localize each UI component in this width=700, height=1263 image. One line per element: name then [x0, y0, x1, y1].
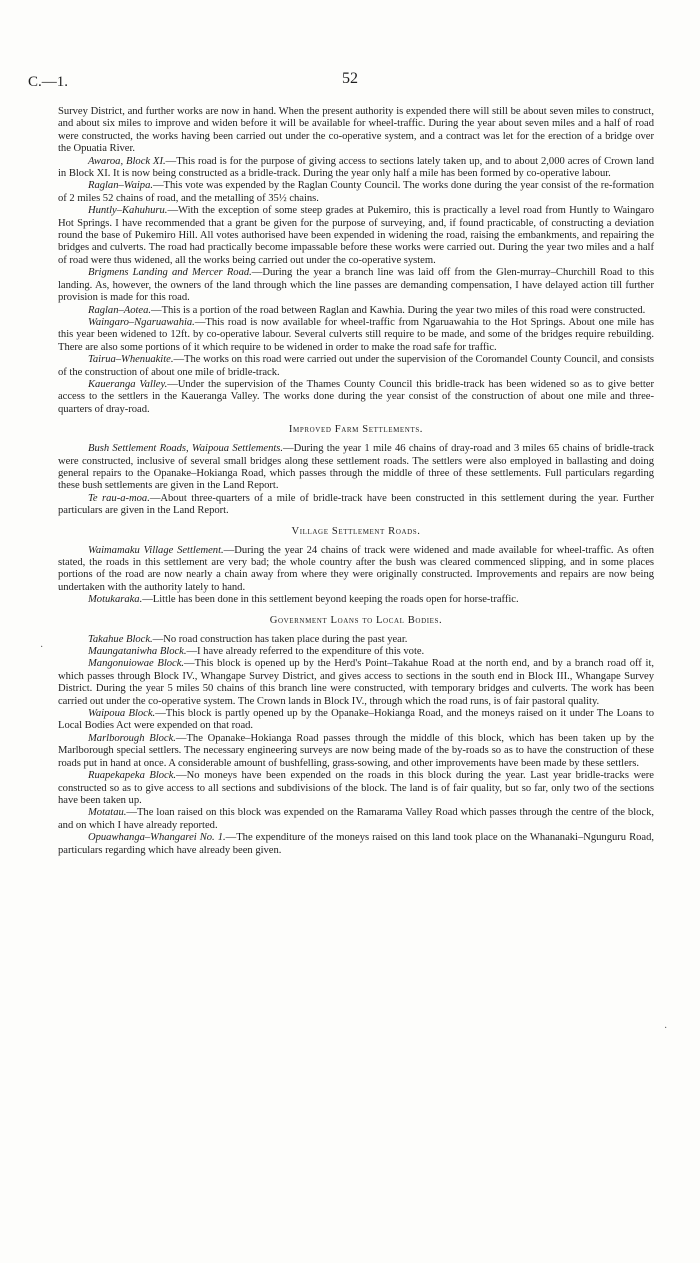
- paragraph: Raglan–Waipa.—This vote was expended by the Raglan County Council. The works done during the year consist of the re-formation of 2 miles 52 chains of road, and the metalling of 35½ chains.: [58, 180, 654, 204]
- paragraph: Motukaraka.—Little has been done in this settlement beyond keeping the roads open for horse-traffic.: [88, 594, 519, 606]
- section-heading: Improved Farm Settlements.: [288, 424, 424, 436]
- paragraph: Motatau.—The loan raised on this block was expended on the Ramarama Valley Road which passes through the centre of the block, and on which I have already reported.: [58, 807, 654, 831]
- paragraph: Kaueranga Valley.—Under the supervision of the Thames County Council this bridle-track has been widened so as to give better access to the settlers in the Kaueranga Valley. The works done during the year consist of the construction of about one mile and three-quarters of dray-road.: [58, 378, 654, 415]
- paragraph: Huntly–Kahuhuru.—With the exception of some steep grades at Pukemiro, this is practically a level road from Huntly to Waingaro Hot Springs. I have recommended that a grant be given for the purpose of surveying, and, if found practicable, of constructing a deviation round the base of Pukemiro Hill. All votes authorised have been expended in widening the road, raising the embankments, and repairing the bridges and culverts. The road had practically become impassable before these works were carried out. During the year two miles and a half of road were thus widened, all the works being carried out under the co-operative system.: [58, 205, 654, 266]
- page-number: 52: [342, 70, 358, 87]
- paragraph: Tairua–Whenuakite.—The works on this road were carried out under the supervision of the Coromandel County Council, and consists of the construction of about one mile of bridle-track.: [58, 354, 654, 378]
- entry-title: Marlborough Block.: [88, 732, 176, 744]
- entry-title: Bush Settlement Roads, Waipoua Settlements.: [88, 443, 284, 455]
- paragraph: Waimamaku Village Settlement.—During the year 24 chains of track were widened and made available for wheel-traffic. As often stated, the roads in this settlement are very bad; the whole country after the bush was cleared commenced slipping, and in some places portions of the road are now nearly a chain away from where they were originally constructed. Improvements and repairs are now being undertaken with the authority lately to hand.: [58, 544, 654, 593]
- paragraph: Waingaro–Ngaruawahia.—This road is now available for wheel-traffic from Ngaruawahia to the Hot Springs. About one mile has this year been widened to 12ft. by co-operative labour. Several culverts still require to be made, and some of the bridges require rebuilding. There are also some portions of it which require to be widened in order to make the road safe for traffic.: [58, 316, 654, 353]
- paragraph: Bush Settlement Roads, Waipoua Settlements.—During the year 1 mile 46 chains of dray-road and 3 miles 65 chains of bridle-track were constructed, inclusive of several small bridges along these settlement roads. The settlers were also employed in ballasting and doing general repairs to the Opanake–Hokianga Road, which passes through the middle of three of these settlements. Full particulars regarding these bush settlements are given in the Land Report.: [58, 443, 655, 492]
- paragraph: Takahue Block.—No road construction has taken place during the past year.: [88, 633, 408, 645]
- margin-mark: ·: [40, 642, 44, 653]
- entry-title: Waipoua Block.: [88, 708, 156, 720]
- section-heading: Village Settlement Roads.: [291, 525, 421, 537]
- entry-title: Maungataniwha Block.: [88, 646, 187, 658]
- paragraph: Brigmens Landing and Mercer Road.—During the year a branch line was laid off from the Glen-murray–Churchill Road to this landing. As, however, the owners of the land through which the line passes are demanding compensation, I have delayed action till further provision is made for this road.: [58, 267, 655, 304]
- entry-title: Waingaro–Ngaruawahia.: [88, 316, 195, 328]
- entry-title: Motukaraka.: [88, 594, 143, 606]
- entry-title: Takahue Block.: [88, 633, 153, 645]
- entry-title: Ruapekapeka Block.: [88, 770, 177, 782]
- paragraph: Raglan–Aotea.—This is a portion of the road between Raglan and Kawhia. During the year two miles of this road were constructed.: [88, 304, 646, 316]
- entry-title: Kaueranga Valley.: [88, 378, 168, 390]
- entry-title: Raglan–Aotea.: [88, 304, 151, 316]
- entry-title: Mangonuiowae Block.: [88, 658, 185, 670]
- entry-title: Opuawhanga–Whangarei No. 1.: [88, 832, 226, 844]
- paragraph: Survey District, and further works are now in hand. When the present authority is expended there will still be about seven miles to construct, and about six miles to improve and widen before it will be available for wheel-traffic. During the year about seven miles and a half of road were constructed, the works having been carried out under the co-operative system, and a contract was let for the erection of a bridge over the Opuatia River.: [58, 106, 654, 155]
- entry-title: Awaroa, Block XI.: [88, 155, 166, 167]
- report-body: [58, 106, 654, 857]
- entry-title: Brigmens Landing and Mercer Road.: [88, 267, 252, 279]
- entry-title: Tairua–Whenuakite.: [88, 354, 174, 366]
- paragraph: Waipoua Block.—This block is partly opened up by the Opanake–Hokianga Road, and the moneys raised on it under The Loans to Local Bodies Act were expended on that road.: [58, 708, 654, 732]
- document-reference: C.—1.: [28, 74, 69, 90]
- entry-title: Waimamaku Village Settlement.: [88, 544, 224, 556]
- paragraph: Maungataniwha Block.—I have already referred to the expenditure of this vote.: [88, 646, 425, 658]
- paragraph: Marlborough Block.—The Opanake–Hokianga Road passes through the middle of this block, which has been taken up by the Marlborough special settlers. The necessary engineering surveys are now being made of the by-roads so as to have the construction of these roads put in hand at once. A considerable amount of bushfelling, grass-sowing, and other improvements have been made by these settlers.: [58, 732, 654, 769]
- entry-title: Huntly–Kahuhuru.: [88, 205, 168, 217]
- paragraph: Opuawhanga–Whangarei No. 1.—The expenditure of the moneys raised on this land took place on the Whananaki–Ngunguru Road, particulars regarding which have already been given.: [58, 832, 654, 856]
- entry-title: Motatau.: [88, 807, 127, 819]
- section-heading: Government Loans to Local Bodies.: [269, 614, 443, 626]
- margin-mark: ·: [664, 1023, 668, 1034]
- paragraph: Te rau-a-moa.—About three-quarters of a mile of bridle-track have been constructed in this settlement during the year. Further particulars are given in the Land Report.: [58, 492, 654, 517]
- entry-title: Raglan–Waipa.: [88, 180, 153, 192]
- entry-title: Te rau-a-moa.: [88, 492, 150, 504]
- paragraph: Ruapekapeka Block.—No moneys have been expended on the roads in this block during the year. Last year bridle-tracks were constructed so as to give access to all sections and subdivisions of the block. The land is of fair quality, but so far, only two of the sections have been taken up.: [58, 770, 654, 806]
- paragraph: Awaroa, Block XI.—This road is for the purpose of giving access to sections lately taken up, and to about 2,000 acres of Crown land in Block XI. It is now being constructed as a bridle-track. During the year only half a mile has been formed by co-operative labour.: [58, 155, 654, 180]
- paragraph: Mangonuiowae Block.—This block is opened up by the Herd's Point–Takahue Road at the north end, and by a branch road off it, which passes through Block IV., Whangape Survey District, and gives access to sections in the south end in Block III., Whangape Survey District. During the year 5 miles 50 chains of this branch line were constructed, with temporary bridges and culverts. The work has been carried out under the co-operative system. The Crown lands in Block IV., through which the road runs, is of fair pastoral quality.: [58, 658, 654, 707]
